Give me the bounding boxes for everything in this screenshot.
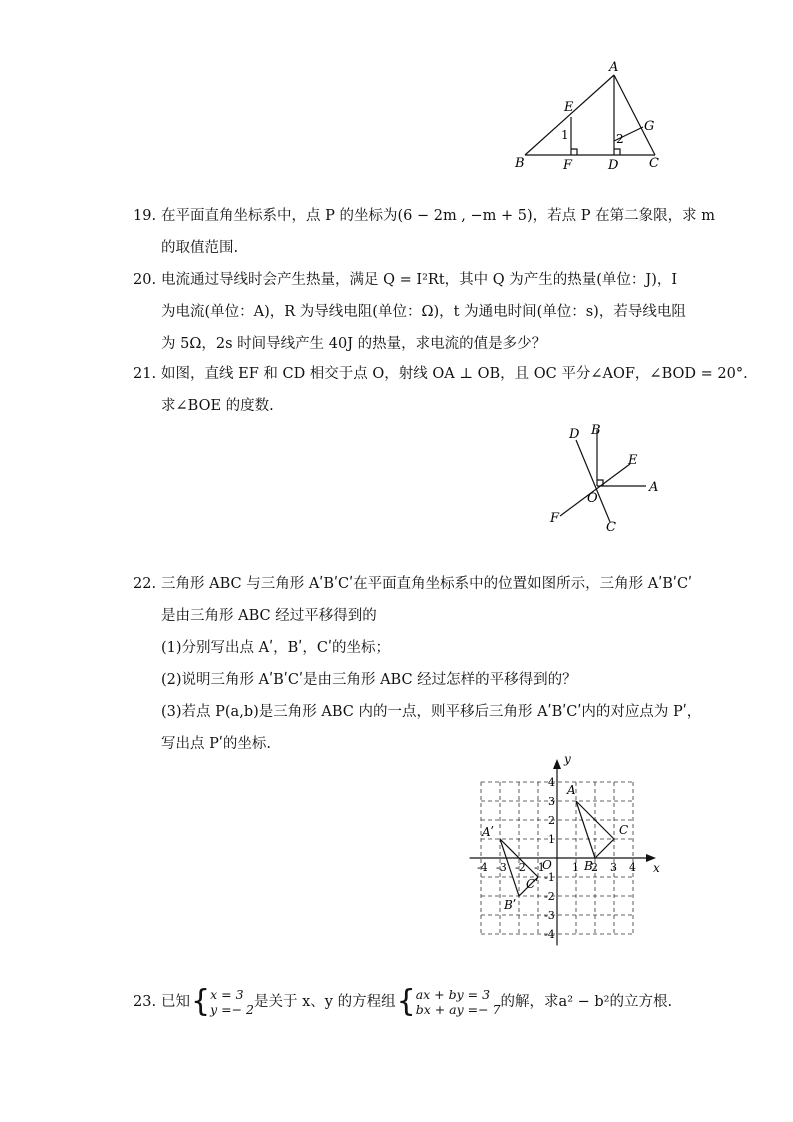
question-text: 已知 [161,994,190,1010]
label-E: E [564,100,574,115]
label-O: O [587,491,598,506]
system-line: x = 3 [210,987,244,1002]
question-text-line: 为电流(单位：A)，R 为导线电阻(单位：Ω)，t 为通电时间(单位：s)，若导线电阻 [161,304,686,320]
equation-system-brace: { [396,984,416,1019]
solution-system [210,987,254,1017]
x-axis-label: x [653,861,660,875]
question-number: 19. [133,208,157,224]
label-C: C [649,156,659,171]
question-number: 21. [133,366,157,382]
question-text-line: 在平面直角坐标系中，点 P 的坐标为(6 − 2m , −m + 5)，若点 P 在第二象限，求 m [161,208,716,224]
point-C-prime-label: Cʹ [526,877,539,891]
system-line: ax + by = 3 [415,987,491,1002]
question-text-line: 为 5Ω，2s 时间导线产生 40J 的热量，求电流的值是多少？ [161,336,547,352]
rays-figure [540,418,670,538]
label-D: D [608,158,619,173]
point-C-label: C [619,823,629,837]
label-B: B [591,423,601,438]
label-A: A [609,60,619,75]
triangle-ABC [576,801,614,858]
equation-system [416,987,501,1017]
system-line: bx + ay =− 7 [415,1002,501,1017]
x-tick-label: -4 [477,861,488,874]
x-tick-label: -2 [515,861,526,874]
label-F: F [563,158,573,173]
question-text-line: 电流通过导线时会产生热量，满足 Q = I²Rt，其中 Q 为产生的热量(单位：J)，I [161,272,678,288]
equation-system-brace: { [191,984,211,1019]
question-text: 是关于 x、y 的方程组 [254,994,396,1010]
y-tick-label: -1 [544,871,555,884]
triangle-figure [505,55,675,175]
label-A: A [649,480,659,495]
question-text-line: 写出点 Pʹ的坐标. [161,736,272,752]
label-C: C [606,520,616,535]
y-tick-label: -4 [544,928,555,941]
y-tick-label: 3 [548,795,555,808]
question-number: 23. [133,994,157,1010]
point-A-prime-label: Aʹ [482,825,495,839]
y-tick-label: 4 [548,776,555,789]
question-text-line: 如图，直线 EF 和 CD 相交于点 O，射线 OA ⊥ OB，且 OC 平分∠AOF，∠BOD = 20°. [161,366,748,382]
system-line: y =− 2 [210,1002,255,1017]
x-tick-label: 4 [629,861,636,874]
question-subpart-3: (3)若点 P(a,b)是三角形 ABC 内的一点，则平移后三角形 AʹBʹCʹ内的对应点为 Pʹ， [161,704,702,720]
question-number: 20. [133,272,157,288]
label-E: E [628,453,638,468]
label-D: D [569,427,580,442]
point-B-label: B [584,859,593,873]
point-B-prime-label: Bʹ [504,898,517,912]
question-number: 22. [133,576,157,592]
origin-label: O [542,858,552,872]
question-subpart-2: (2)说明三角形 AʹBʹCʹ是由三角形 ABC 经过怎样的平移得到的？ [161,672,577,688]
x-tick-label: 1 [572,861,579,874]
y-tick-label: -2 [544,890,555,903]
question-text-line: 求∠BOE 的度数. [161,398,274,414]
angle-2-label: 2 [616,132,624,146]
point-A-label: A [567,783,576,797]
question-text-line: 的取值范围. [161,240,239,256]
x-tick-label: 2 [591,861,598,874]
question-text-line: 是由三角形 ABC 经过平移得到的 [161,608,377,624]
label-B: B [515,156,525,171]
question-subpart-1: (1)分别写出点 Aʹ，Bʹ，Cʹ的坐标； [161,640,390,656]
y-tick-label: 1 [548,833,555,846]
y-axis-label: y [564,752,571,766]
question-text-line: 三角形 ABC 与三角形 AʹBʹCʹ在平面直角坐标系中的位置如图所示，三角形 AʹBʹCʹ [161,576,693,592]
label-F: F [550,511,560,526]
angle-1-label: 1 [561,128,569,142]
label-G: G [644,119,655,134]
question-text: 的解，求a² − b²的立方根. [500,994,673,1010]
x-tick-label: -3 [496,861,507,874]
y-tick-label: 2 [548,814,555,827]
y-tick-label: -3 [544,909,555,922]
x-tick-label: -1 [534,861,545,874]
coordinate-grid-figure [460,748,670,948]
y-axis-arrow [553,759,561,769]
x-tick-label: 3 [610,861,617,874]
